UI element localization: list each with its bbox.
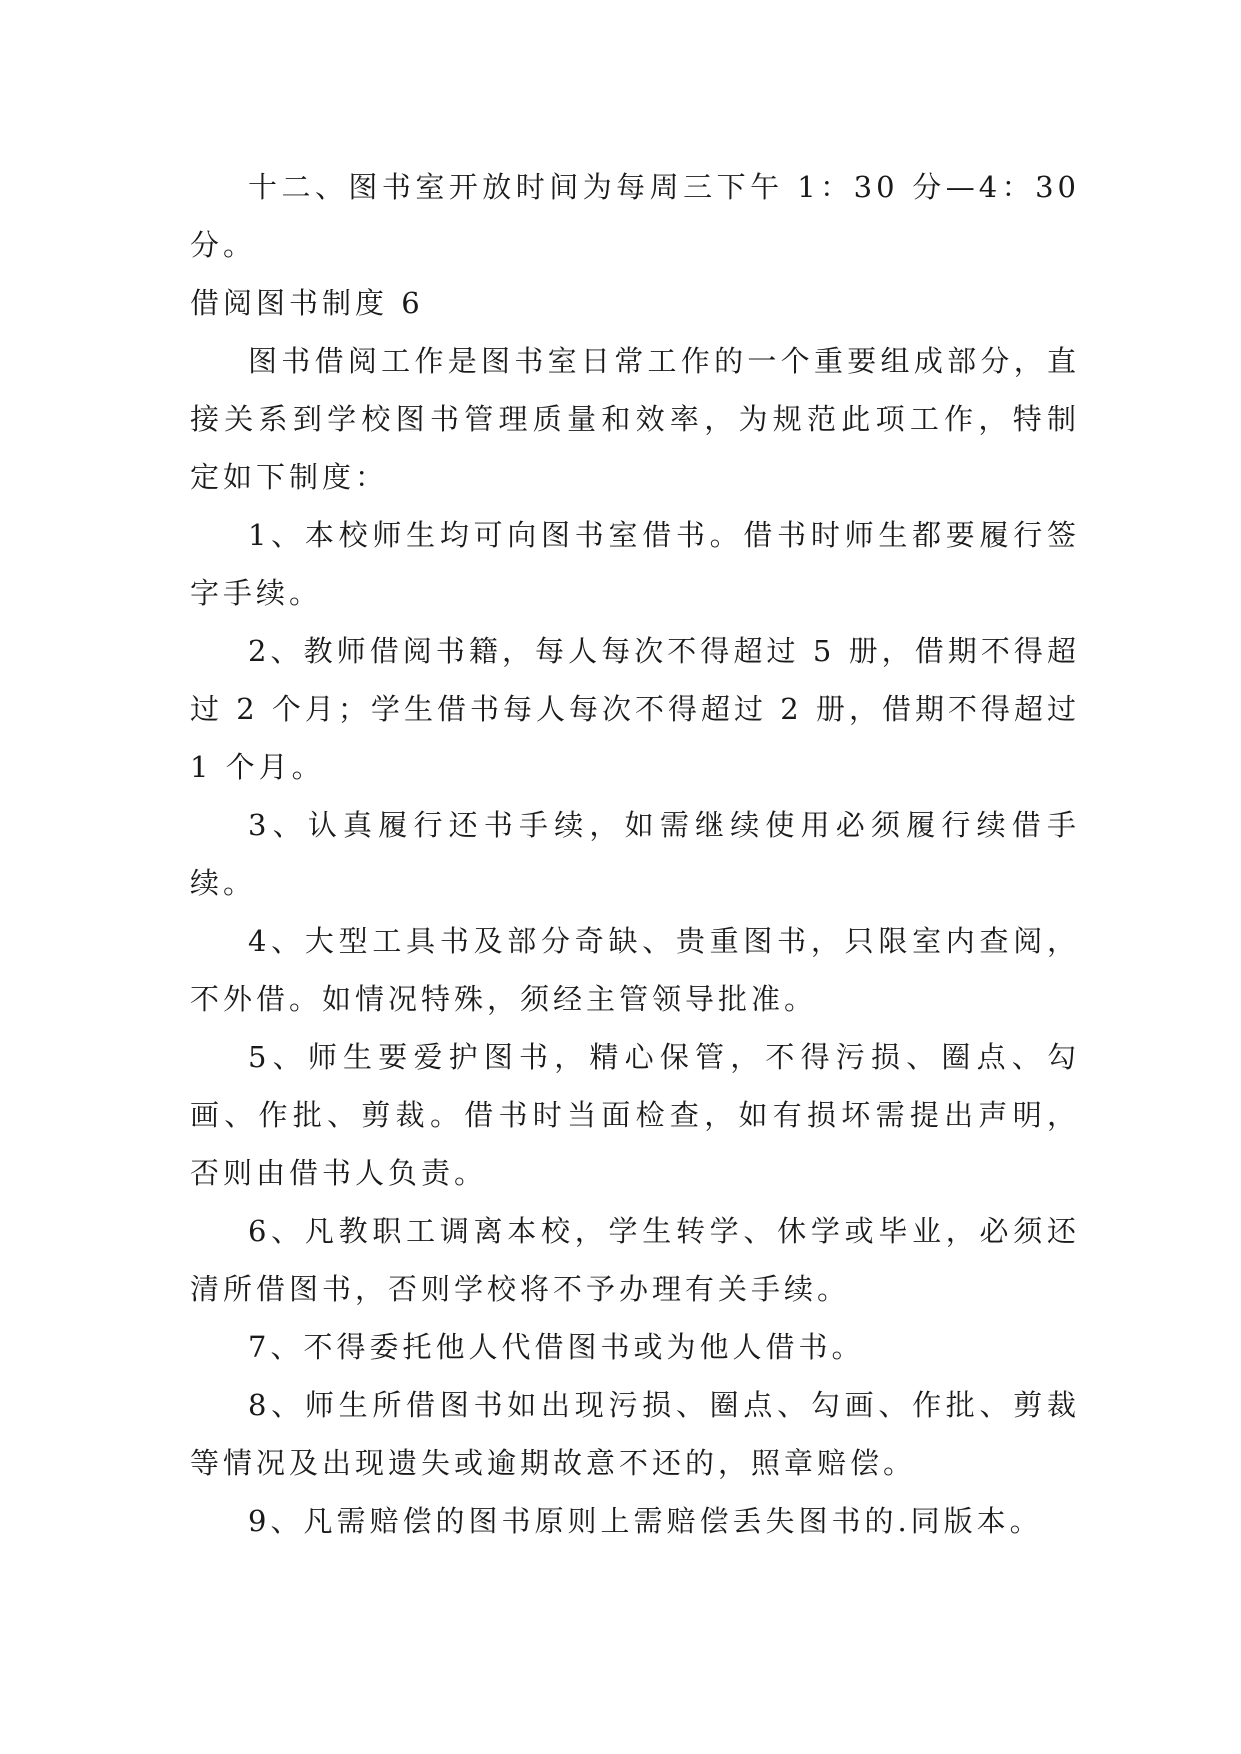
rule-4: 4、大型工具书及部分奇缺、贵重图书，只限室内查阅，不外借。如情况特殊，须经主管领导批准。 [190,924,1080,1016]
rule-2: 2、教师借阅书籍，每人每次不得超过 5 册，借期不得超过 2 个月；学生借书每人每次不得超过 2 册，借期不得超过 1 个月。 [190,634,1080,784]
rule-7: 7、不得委托他人代借图书或为他人借书。 [248,1330,865,1364]
rule-1: 1、本校师生均可向图书室借书。借书时师生都要履行签字手续。 [190,518,1080,610]
intro-paragraph: 图书借阅工作是图书室日常工作的一个重要组成部分，直接关系到学校图书管理质量和效率，为规范此项工作，特制定如下制度： [190,344,1080,494]
section-heading: 借阅图书制度 6 [190,286,424,320]
document-body [190,158,1080,1550]
rule-9: 9、凡需赔偿的图书原则上需赔偿丢失图书的.同版本。 [248,1504,1043,1538]
rule-5: 5、师生要爱护图书，精心保管，不得污损、圈点、勾画、作批、剪裁。借书时当面检查，如有损坏需提出声明，否则由借书人负责。 [190,1040,1080,1190]
rule-3: 3、认真履行还书手续，如需继续使用必须履行续借手续。 [190,808,1080,900]
rule-8: 8、师生所借图书如出现污损、圈点、勾画、作批、剪裁等情况及出现遗失或逾期故意不还的，照章赔偿。 [190,1388,1080,1480]
opening-hours-rule: 十二、图书室开放时间为每周三下午 1：30 分—4：30 分。 [190,170,1080,262]
rule-6: 6、凡教职工调离本校，学生转学、休学或毕业，必须还清所借图书，否则学校将不予办理有关手续。 [190,1214,1080,1306]
